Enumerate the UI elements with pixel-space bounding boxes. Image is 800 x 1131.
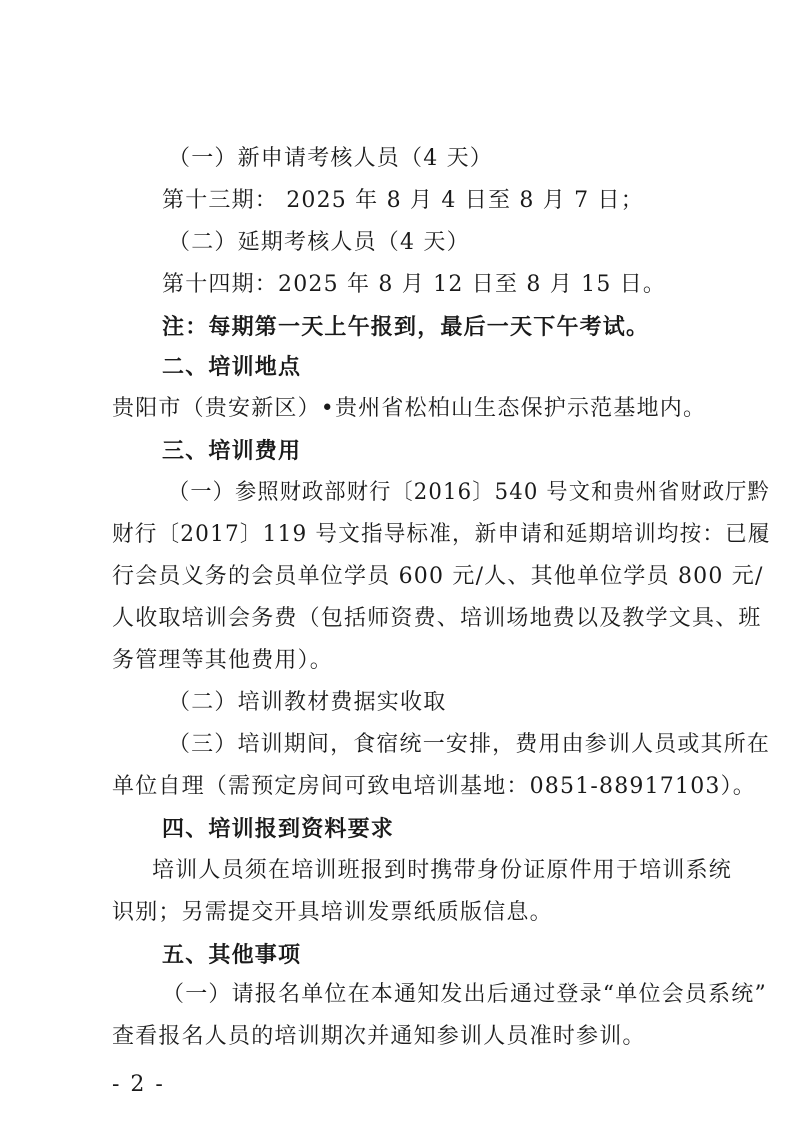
- note-line: 注：每期第一天上午报到，最后一天下午考试。: [162, 314, 650, 340]
- registration-line-1: 培训人员须在培训班报到时携带身份证原件用于培训系统: [152, 858, 733, 883]
- fees-paragraph-line-5: 务管理等其他费用）。: [112, 648, 334, 673]
- accommodation-line-2: 单位自理（需预定房间可致电培训基地：0851-88917103）。: [112, 774, 756, 799]
- section-heading-extension: （二）延期考核人员（4 天）: [168, 230, 470, 255]
- period-fourteen: 第十四期：2025 年 8 月 12 日至 8 月 15 日。: [162, 272, 667, 297]
- fees-paragraph-line-4: 人收取培训会务费（包括师资费、培训场地费以及教学文具、班: [112, 606, 762, 631]
- period-thirteen: 第十三期： 2025 年 8 月 4 日至 8 月 7 日；: [162, 188, 644, 213]
- fees-paragraph-line-2: 财行〔2017〕119 号文指导标准，新申请和延期培训均按：已履: [112, 522, 771, 547]
- page-number: - 2 -: [112, 1072, 165, 1097]
- fees-paragraph-line-3: 行会员义务的会员单位学员 600 元/人、其他单位学员 800 元/: [112, 564, 764, 589]
- fees-paragraph-line-1: （一）参照财政部财行〔2016〕540 号文和贵州省财政厅黔: [168, 480, 770, 505]
- registration-line-2: 识别；另需提交开具培训发票纸质版信息。: [112, 900, 553, 925]
- other-matters-line-1: （一）请报名单位在本通知发出后通过登录“单位会员系统”: [162, 982, 767, 1007]
- heading-training-location: 二、培训地点: [162, 354, 302, 380]
- accommodation-line-1: （三）培训期间，食宿统一安排，费用由参训人员或其所在: [168, 732, 770, 757]
- training-location-text: 贵阳市（贵安新区）•贵州省松柏山生态保护示范基地内。: [112, 396, 707, 421]
- heading-training-fees: 三、培训费用: [162, 438, 302, 464]
- heading-registration-materials: 四、培训报到资料要求: [162, 816, 395, 842]
- other-matters-line-2: 查看报名人员的培训期次并通知参训人员准时参训。: [112, 1024, 646, 1049]
- heading-other-matters: 五、其他事项: [162, 942, 302, 968]
- materials-fee-line: （二）培训教材费据实收取: [168, 690, 447, 715]
- section-heading-new-applicants: （一）新申请考核人员（4 天）: [168, 146, 493, 171]
